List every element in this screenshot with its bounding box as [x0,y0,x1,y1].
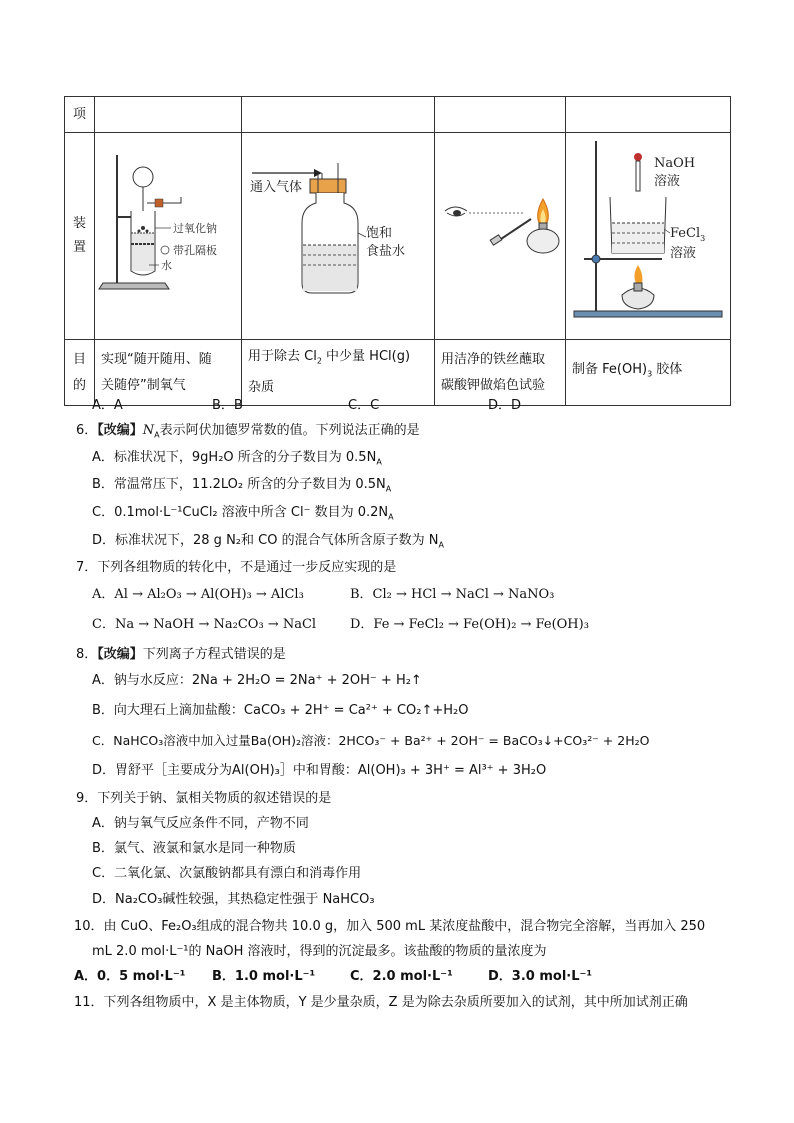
q5-option-a[interactable]: A．A [92,398,123,413]
apparatus-label: 装 置 [65,133,95,340]
q8-option-a[interactable]: A．钠与水反应：2Na + 2H₂O = 2Na⁺ + 2OH⁻ + H₂↑ [92,673,422,688]
q9-option-d[interactable]: D．Na₂CO₃碱性较强，其热稳定性强于 NaHCO₃ [92,892,375,907]
purpose-row [65,340,731,406]
q11-stem-line1: 11．下列各组物质中，X 是主体物质，Y 是少量杂质，Z 是为除去杂质所要加入的试剂，其中所加试剂正确 [74,995,688,1010]
apparatus-b-cell [242,133,435,340]
label-saturated: 饱和 [366,226,393,241]
label-brine: 食盐水 [366,244,406,259]
apparatus-d-figure [566,133,731,329]
purpose-d: 制备 $Fe(OH)_3$ 胶体 [566,340,731,406]
q7-option-a[interactable]: A．Al → Al₂O₃ → Al(OH)₃ → AlCl₃ [92,587,304,602]
q8-option-b[interactable]: B．向大理石上滴加盐酸：CaCO₃ + 2H⁺ = Ca²⁺ + CO₂↑+H₂O [92,703,469,718]
apparatus-d-cell [566,133,731,340]
q10-stem-line1: 10．由 CuO、Fe₂O₃组成的混合物共 10.0 g，加入 500 mL 某浓度盐酸中，混合物完全溶解，当再加入 250 [74,919,706,934]
q6-option-c[interactable]: C．0.1mol·L⁻¹CuCl₂ 溶液中所含 Cl⁻ 数目为 $0.2N_A$ [92,505,394,522]
experiment-table [64,96,731,406]
q9-option-b[interactable]: B．氯气、液氯和氯水是同一种物质 [92,841,296,856]
q5-option-c[interactable]: C．C [348,398,380,413]
purpose-label: 目 的 [65,340,95,406]
q8-option-d[interactable]: D．胃舒平［主要成分为Al(OH)₃］中和胃酸：Al(OH)₃ + 3H⁺ = Al³⁺ + 3H₂O [92,763,547,778]
header-item-label: 项 [65,97,95,133]
label-water: 水 [161,259,172,272]
q8-option-c[interactable]: C．NaHCO₃溶液中加入过量Ba(OH)₂溶液：2HCO₃⁻ + Ba²⁺ + 2OH⁻ = BaCO₃↓+CO₃²⁻ + 2H₂O [92,733,650,748]
purpose-b: 用于除去 $Cl_2$ 中少量 HCl(g) 杂质 [242,340,435,406]
label-porous-plate: 带孔隔板 [173,244,217,257]
q6-option-a[interactable]: A．标准状况下，9gH₂O 所含的分子数目为 $0.5N_A$ [92,450,382,467]
q9-option-a[interactable]: A．钠与氧气反应条件不同，产物不同 [92,816,309,831]
q10-option-b[interactable]: B．1.0 mol·L⁻¹ [212,969,316,984]
apparatus-a-cell [95,133,242,340]
apparatus-c-cell [435,133,566,340]
q7-option-c[interactable]: C．Na → NaOH → Na₂CO₃ → NaCl [92,617,317,632]
purpose-c: 用洁净的铁丝蘸取 碳酸钾做焰色试验 [435,340,566,406]
apparatus-a-figure [95,133,242,329]
q7-option-d[interactable]: D．Fe → FeCl₂ → Fe(OH)₂ → Fe(OH)₃ [350,617,589,632]
q9-stem: 9．下列关于钠、氯相关物质的叙述错误的是 [76,791,332,806]
q6-stem: 6．【改编】$N_A$表示阿伏加德罗常数的值。下列说法正确的是 [76,423,420,440]
q10-option-d[interactable]: D．3.0 mol·L⁻¹ [488,969,593,984]
apparatus-row [65,133,731,340]
label-fecl3-solution: 溶液 [670,246,697,261]
q7-stem: 7．下列各组物质的转化中，不是通过一步反应实现的是 [76,560,397,575]
label-sodium-peroxide: 过氧化钠 [173,222,217,235]
q10-option-c[interactable]: C．2.0 mol·L⁻¹ [350,969,453,984]
apparatus-c-figure [435,133,566,329]
label-naoh: NaOH [654,156,696,171]
q6-option-d[interactable]: D．标准状况下，28 g N₂和 CO 的混合气体所含原子数为 $N_A$ [92,533,444,550]
q10-stem-line2: mL 2.0 mol·L⁻¹的 NaOH 溶液时，得到的沉淀最多。该盐酸的物质的量浓度为 [92,944,547,959]
q10-option-a[interactable]: A．0．5 mol·L⁻¹ [74,969,186,984]
q7-option-b[interactable]: B．Cl₂ → HCl → NaCl → NaNO₃ [350,587,555,602]
q9-option-c[interactable]: C．二氧化氯、次氯酸钠都具有漂白和消毒作用 [92,866,362,881]
table-header-row [65,97,731,133]
purpose-a: 实现“随开随用、随 关随停”制氧气 [95,340,242,406]
label-fecl3: FeCl$_3$ [670,226,706,243]
q5-option-b[interactable]: B．B [212,398,243,413]
label-gas-in: 通入气体 [250,180,303,195]
q6-option-b[interactable]: B．常温常压下，11.2LO₂ 所含的分子数目为 $0.5N_A$ [92,477,392,494]
label-naoh-solution: 溶液 [654,174,681,189]
q5-option-d[interactable]: D．D [488,398,522,413]
apparatus-b-figure [242,133,435,329]
q8-stem: 8．【改编】下列离子方程式错误的是 [76,647,286,662]
